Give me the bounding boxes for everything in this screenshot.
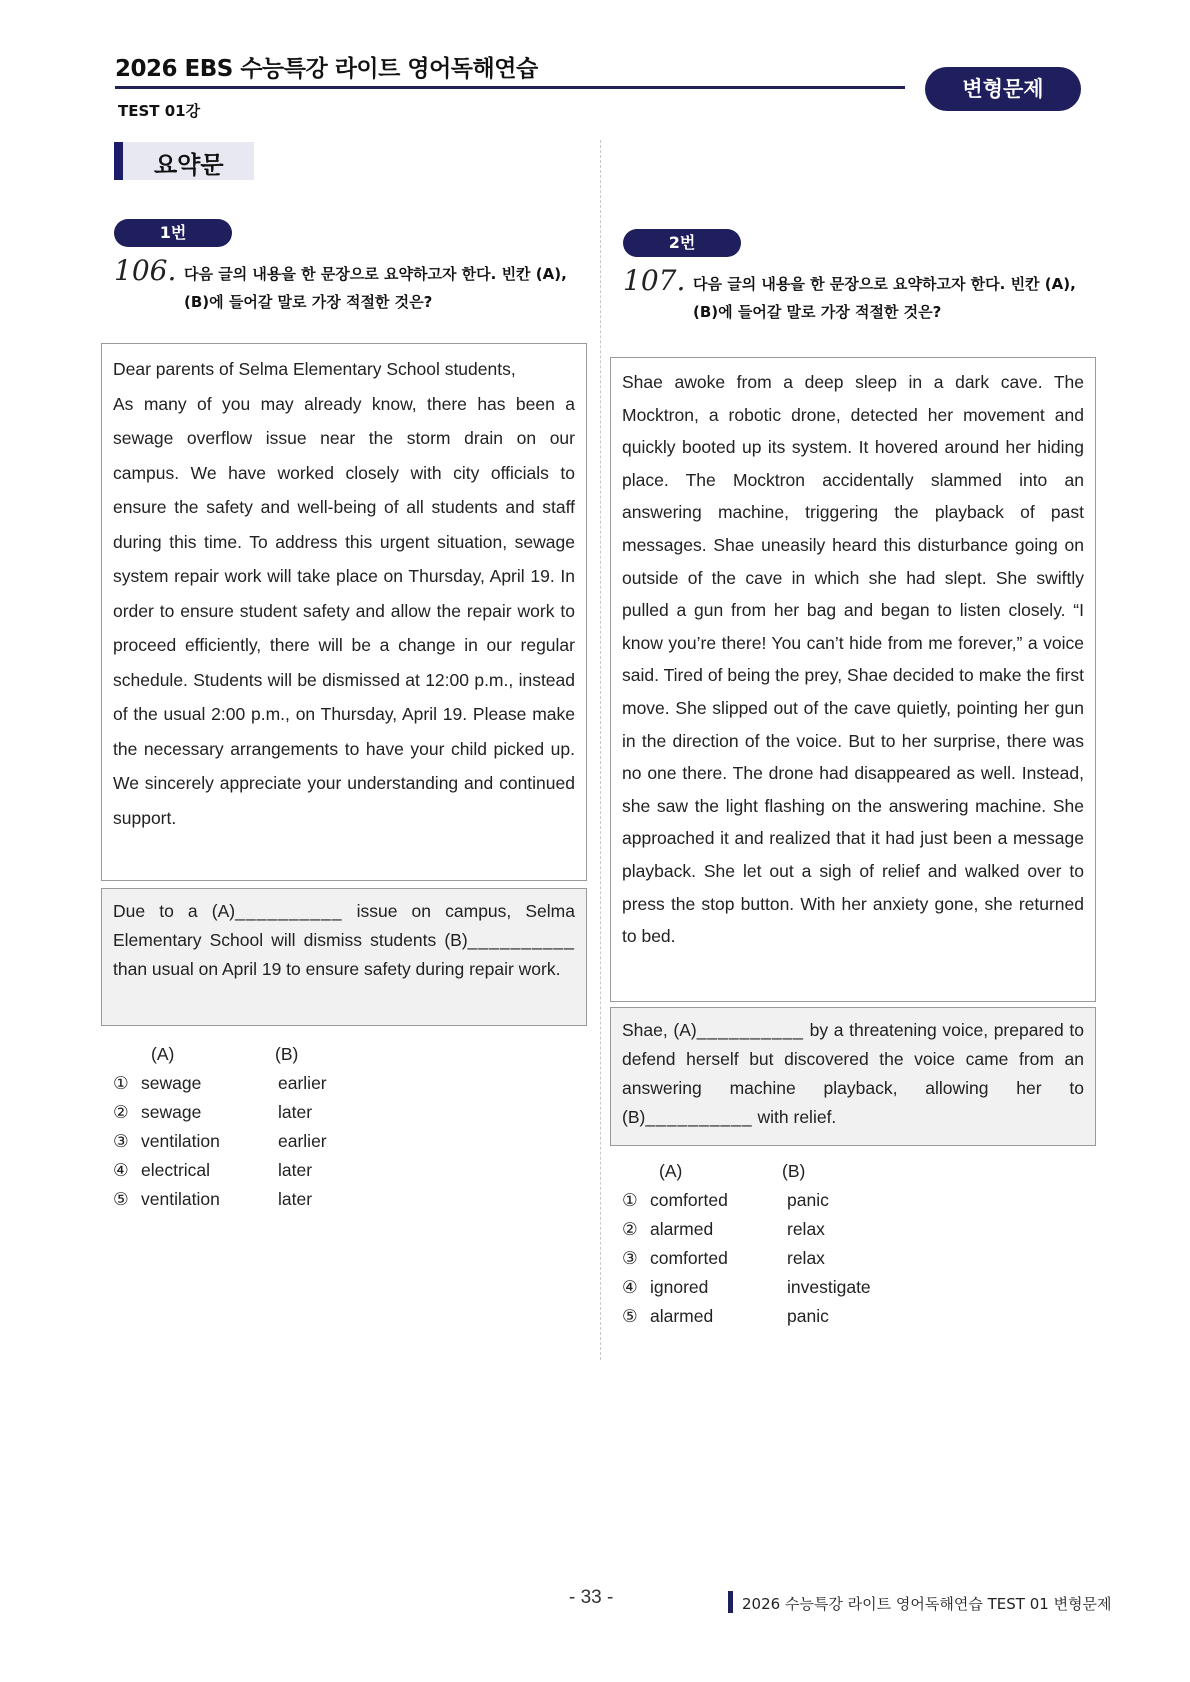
- summary-2-blank-b: __________: [645, 1107, 753, 1127]
- header-rule: [115, 86, 905, 89]
- section-title: 요약문: [154, 151, 224, 179]
- question-1-passage: [101, 343, 587, 881]
- section-heading-bar: [114, 142, 123, 180]
- question-1-prompt-line1: 다음 글의 내용을 한 문장으로 요약하고자 한다. 빈칸 (A),: [184, 265, 567, 283]
- q1-option-4[interactable]: ④ electrical later: [113, 1160, 313, 1180]
- question-2-pill: 2번: [623, 229, 741, 257]
- summary-2-middle: by a threatening voice, prepared to defend herself but discovered the voice came from an answering machine playback, allowing her to (B): [622, 1020, 1084, 1127]
- summary-1-part-a-label: Due to a (A): [113, 901, 236, 921]
- q2-option-2[interactable]: ② alarmed relax: [622, 1219, 825, 1239]
- question-1-prompt: [184, 260, 567, 316]
- q1-option-2[interactable]: ② sewage later: [113, 1102, 313, 1122]
- question-1-summary: [101, 888, 587, 1026]
- column-divider: [600, 140, 601, 1360]
- summary-1-middle: issue on campus, Selma Elementary School will dismiss students (B): [113, 901, 575, 950]
- q2-option-3[interactable]: ③ comforted relax: [622, 1248, 825, 1268]
- passage-1-body: As many of you may already know, there has been a sewage overflow issue near the storm drain on our campus. We have worked closely with city officials to ensure the safety and well-being of all students and staff during this time. To address this urgent situation, sewage system repair work will take place on Thursday, April 19. In order to ensure student safety and allow the repair work to proceed efficiently, there will be a change in our regular schedule. Students will be dismissed at 12:00 p.m., instead of the usual 2:00 p.m., on Thursday, April 19. Please make the necessary arrangements to have your child picked up. We sincerely appreciate your understanding and continued support.: [113, 393, 575, 828]
- q2-option-4[interactable]: ④ ignored investigate: [622, 1277, 871, 1297]
- question-2-summary: [610, 1007, 1096, 1146]
- question-2-prompt: [693, 270, 1076, 326]
- q1-option-5[interactable]: ⑤ ventilation later: [113, 1189, 313, 1209]
- q1-col-b-header: (B): [275, 1044, 299, 1064]
- question-2-passage: [610, 357, 1096, 1002]
- summary-1-blank-b: __________: [467, 930, 575, 950]
- question-1-number: 106.: [114, 254, 177, 287]
- q2-option-5[interactable]: ⑤ alarmed panic: [622, 1306, 829, 1326]
- footer-bar: [728, 1591, 733, 1613]
- q1-option-1[interactable]: ① sewage earlier: [113, 1073, 327, 1093]
- summary-2-part-a-label: Shae, (A): [622, 1020, 697, 1040]
- variant-badge: 변형문제: [925, 67, 1081, 111]
- question-2-number: 107.: [623, 264, 686, 297]
- question-1-prompt-line2: (B)에 들어갈 말로 가장 적절한 것은?: [184, 293, 433, 311]
- passage-1-salutation: Dear parents of Selma Elementary School students,: [113, 359, 516, 379]
- q1-col-a-header: (A): [151, 1044, 175, 1064]
- question-2-prompt-line1: 다음 글의 내용을 한 문장으로 요약하고자 한다. 빈칸 (A),: [693, 275, 1076, 293]
- document-title: 2026 EBS 수능특강 라이트 영어독해연습: [115, 56, 538, 82]
- section-heading: [114, 142, 254, 180]
- q2-option-1[interactable]: ① comforted panic: [622, 1190, 829, 1210]
- summary-2-text: [622, 1016, 1084, 1132]
- q2-col-b-header: (B): [782, 1161, 806, 1181]
- question-2-prompt-line2: (B)에 들어갈 말로 가장 적절한 것은?: [693, 303, 942, 321]
- footer-text: 2026 수능특강 라이트 영어독해연습 TEST 01 변형문제: [742, 1595, 1112, 1613]
- passage-2-body: Shae awoke from a deep sleep in a dark cave. The Mocktron, a robotic drone, detected her movement and quickly booted up its system. It hovered around her hiding place. The Mocktron accidentally slammed into an answering machine, triggering the playback of past messages. Shae uneasily heard this disturbance going on outside of the cave in which she had slept. She swiftly pulled a gun from her bag and began to listen closely. “I know you’re there! You can’t hide from me forever,” a voice said. Tired of being the prey, Shae decided to make the first move. She slipped out of the cave quietly, pointing her gun in the direction of the voice. But to her surprise, there was no one there. The drone had disappeared as well. Instead, she saw the light flashing on the answering machine. She approached it and realized that it had just been a message playback. She let out a sigh of relief and walked over to press the stop button. With her anxiety gone, she returned to bed.: [622, 372, 1084, 947]
- document-subtitle: TEST 01강: [118, 102, 201, 120]
- q2-col-a-header: (A): [659, 1161, 683, 1181]
- summary-2-end: with relief.: [752, 1107, 837, 1127]
- q1-option-3[interactable]: ③ ventilation earlier: [113, 1131, 327, 1151]
- summary-1-end: than usual on April 19 to ensure safety during repair work.: [113, 959, 561, 979]
- summary-2-blank-a: __________: [696, 1020, 805, 1040]
- page-number: - 33 -: [569, 1587, 614, 1608]
- question-1-pill: 1번: [114, 219, 232, 247]
- summary-1-blank-a: __________: [235, 901, 343, 921]
- summary-1-text: [113, 897, 575, 984]
